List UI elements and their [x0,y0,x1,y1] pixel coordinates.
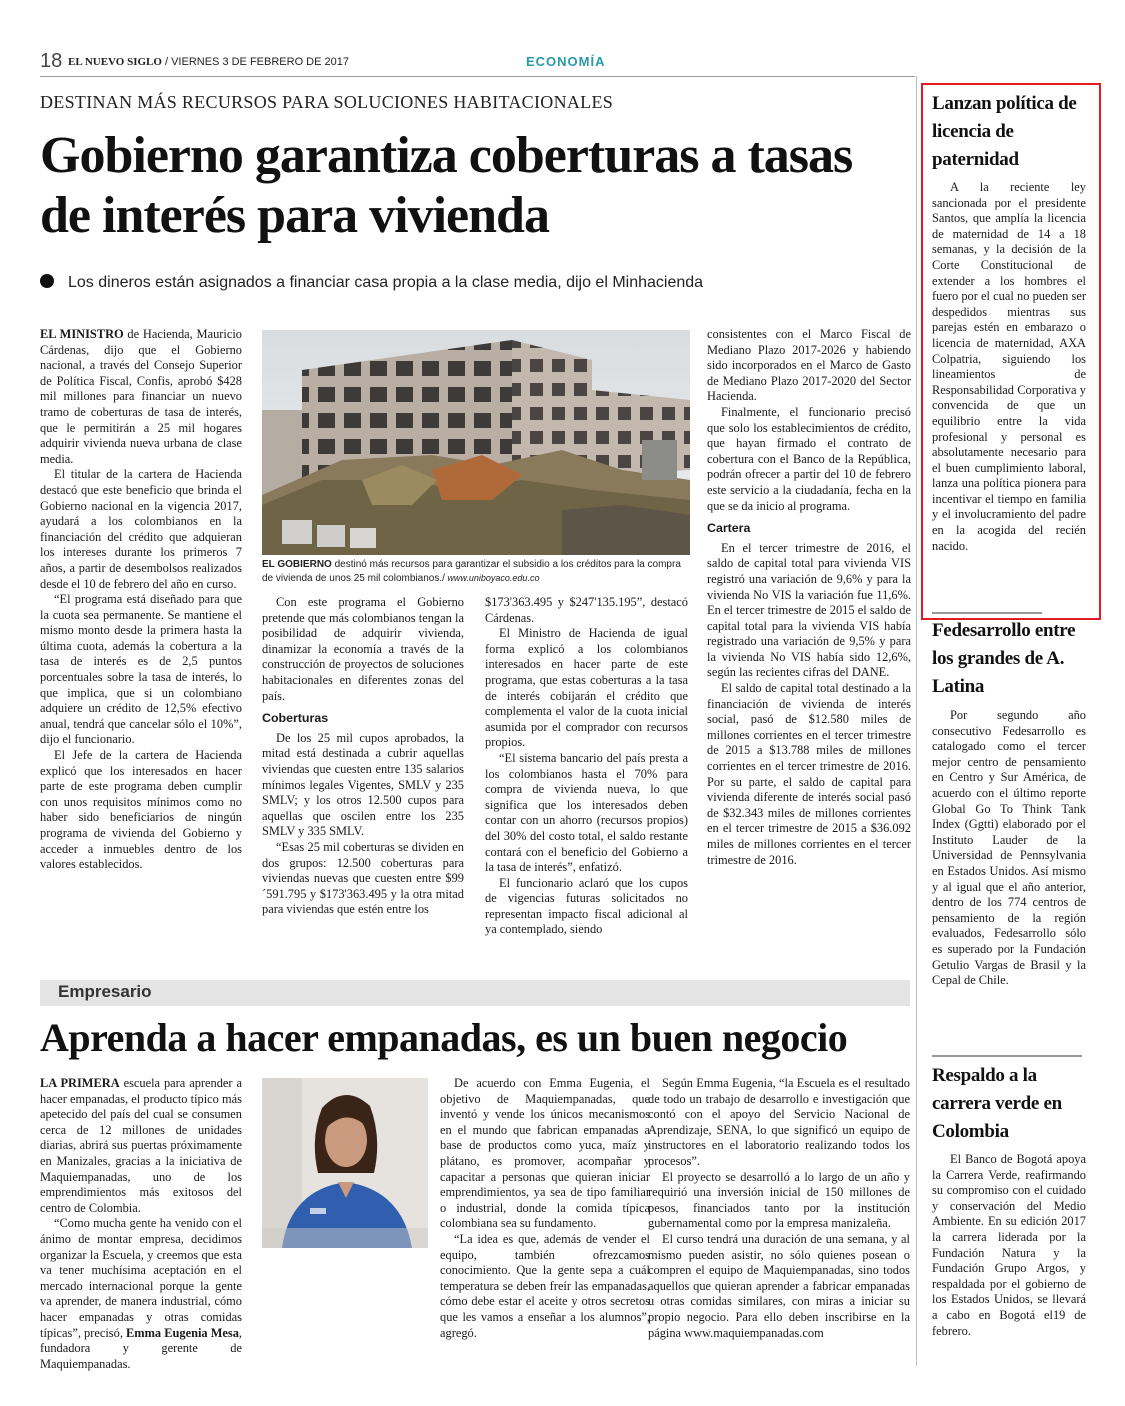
sidebar-separator [932,1055,1082,1057]
publication-line [68,56,349,68]
article-headline: Gobierno garantiza coberturas a tasas de interés para vivienda [40,127,853,244]
person-photo [262,1078,428,1248]
deck-text: Los dineros están asignados a financiar casa propia a la clase media, dijo el Minhacienda [68,274,704,291]
lead-in: LA PRIMERA [40,1076,120,1090]
paragraph: $173'363.495 y $247'135.195”, destacó Cárdenas. [485,595,688,625]
paragraph: Por segundo año consecutivo Fedesarrollo es catalogado como el tercer mejor centro de pensamiento en Centro y Sur América, de acuerdo con el último reporte Global Go To Think Tank Index (Ggtti) elaborado por el Instituto Lauder de la Universidad de Pennsylvania en Estados Unidos. Así mismo y al igual que el año anterior, dentro de los 774 centros de pensamiento de la región evaluados, Fedesarrollo sólo es superado por la Fundación Getulio Vargas de Brasil y la Cepal de Chile. [932,708,1086,988]
paragraph: El titular de la cartera de Hacienda destacó que este beneficio que brinda el Gobierno nacional en la vigencia 2017, ayudará a los colombianos en la financiación del crédito que adquieran los intereses durante los primeros 7 años, a partir de desembolsos realizados desde el 10 de febrero del año en curso. [40,467,242,591]
article-column-2 [440,1076,650,1341]
paragraph: El curso tendrá una duración de una semana, y al mismo pueden asistir, no sólo quienes posean o compren el equipo de Maquiempanadas, sino todos aquellos que quieran aprender a fabricar empanadas u otras comidas similares, con miras a iniciar su propio negocio. Para ello deben inscribirse en la página www.maquiempanadas.com [648,1231,910,1340]
paragraph: “La idea es que, además de vender el equipo, también ofrezcamos conocimiento. Que la gente sepa a cuál temperatura se deben freír las empanadas, cómo debe estar el aceite y otros secretos que les vamos a enseñar a los alumnos”, agregó. [440,1231,650,1340]
subhead: Cartera [707,521,751,536]
paragraph: El proyecto se desarrolló a lo largo de un año y requirió una inversión inicial de 150 millones de pesos, financiados tanto por la institución gubernamental como por la empresa manizaleña. [648,1169,910,1231]
paragraph: “El sistema bancario del país presta a los colombianos hasta el 70% para compra de vivienda nueva, lo que significa que los interesados deben contar con un ahorro (recursos propios) del 30% del costo total, el saldo restante contará con el beneficio del Gobierno a la tasa de interés”, enfatizó. [485,750,688,875]
paragraph: “Esas 25 mil coberturas se dividen en dos grupos: 12.500 coberturas para viviendas nuevas que cuesten entre $99´591.795 y $173'363.495 y la otra mitad para viviendas que estén entre los [262,839,464,917]
publication-name: EL NUEVO SIGLO [68,56,162,68]
article-deck [40,274,703,292]
paragraph: “El programa está diseñado para que la cuota sea permanente. Se mantiene el mismo monto desde la primera hasta la última cuota, además la cobertura a la tasa de interés es de 2,5 puntos porcentuales sobre la tasa de interés, lo que implica, que si un colombiano adquiere un crédito de 12,5% efectivo anual, tendrá que cancelar sólo el 10%”, dijo el funcionario. [40,592,242,747]
sidebar-separator [932,612,1042,614]
paragraph: El Jefe de la cartera de Hacienda explicó que los interesados en hacer parte de este programa deben cumplir con unos requisitos mínimos como no haber sido beneficiarios de ningún programa de vivienda del Gobierno y acceder a inmuebles dentro de los valores establecidos. [40,748,242,872]
paragraph: De los 25 mil cupos aprobados, la mitad está destinada a cubrir aquellas viviendas que cuesten entre 135 salarios mínimos legales Vigentes, SMLV y 235 SMLV; y los otros 12.500 cupos para aquellas que oscilen entre los 235 SMLV y 335 SMLV. [262,730,464,839]
construction-photo [262,330,690,555]
paragraph: El Banco de Bogotá apoya la Carrera Verde, reafirmando su compromiso con el cuidado y conservación del Medio Ambiente. En su edición 2017 la carrera liderada por la Fundación Natura y la Fundación Grupo Argos, y respaldada por el gobierno de los Estados Unidos, se llevará a cabo en Bogotá el19 de febrero. [932,1152,1086,1338]
section-title: ECONOMÍA [526,54,606,69]
sidebar-headline: Lanzan política de licencia de paternidad [932,93,1077,170]
paragraph: El funcionario aclaró que los cupos de vigencias futuras solicitados no representan impacto fiscal adicional al ya contemplado, siendo [485,875,688,937]
article-kicker: DESTINAN MÁS RECURSOS PARA SOLUCIONES HABITACIONALES [40,92,614,112]
sidebar-headline: Fedesarrollo entre los grandes de A. Latina [932,620,1076,697]
paragraph: LA PRIMERA escuela para aprender a hacer empanadas, el producto típico más apetecido del país del cual se consumen cerca de 12 millones de unidades diarias, abrirá sus puertas próximamente en Manizales, gracias a la iniciativa de Maquiempanadas, uno de los emprendimientos más exitosos del centro de Colombia. [40,1076,242,1215]
paragraph: El saldo de capital total destinado a la financiación de vivienda de interés social, pasó de $12.580 miles de millones corrientes en el tercer trimestre de 2015 a $13.788 miles de millones corrientes en el tercer trimestre de 2016. Por su parte, el saldo de capital para vivienda diferente de interés social pasó de $32.343 miles de millones corrientes en el tercer trimestre de 2015 a $36.092 miles de millones corrientes en el tercer trimestre de 2016. [707,681,911,867]
article-column-3 [648,1076,910,1341]
paragraph: En el tercer trimestre de 2016, el saldo de capital total para vivienda VIS registró una variación de 9,6% y para la vivienda No VIS la variación fue 11,6%. En el tercer trimestre de 2015 el saldo de capital total para la vivienda VIS había registrado una variación de 9,5% y para la vivienda No VIS había sido 12,6%, según las recientes cifras del DANE. [707,540,911,680]
article-column-1 [40,1076,242,1372]
sidebar-story [932,1152,1086,1339]
article-column-3 [485,595,688,938]
photo-caption: EL GOBIERNO destinó más recursos para garantizar el subsidio a los créditos para la compra de vivienda de unos 25 mil colombianos./ www.uniboyaco.edu.co [262,559,681,584]
paragraph: Con este programa el Gobierno pretende que más colombianos tengan la posibilidad de adquirir vivienda, dinamizar la economía a través de la construcción de proyectos de soluciones habitacionales en diferentes zonas del país. [262,595,464,703]
paragraph: EL MINISTRO de Hacienda, Mauricio Cárdenas, dijo que el Gobierno nacional, a través del Consejo Superior de Política Fiscal, Confis, aprobó $428 mil millones para financiar un nuevo tramo de coberturas de tasa de interés, que le permitirán a 25 mil hogares adquirir vivienda nueva urbana de clase media. [40,327,242,466]
sidebar-story [932,180,1086,554]
woman-portrait-image [262,1078,428,1248]
page-number: 18 [40,50,63,72]
article-column-2 [262,595,464,918]
paragraph: De acuerdo con Emma Eugenia, el objetivo de Maquiempanadas, que inventó y vende los únicos mecanismos en el mundo que fabrican empanadas a base de productos como yuca, maíz y plátano, es promover, acompañar y capacitar a personas que quieran iniciar emprendimientos, ya sea de tipo familiar o industrial, donde la comida típica colombiana sea su fundamento. [440,1076,650,1231]
publication-date: / VIERNES 3 DE FEBRERO DE 2017 [164,56,349,68]
paragraph: Según Emma Eugenia, “la Escuela es el resultado de todo un trabajo de desarrollo e investigación que contó con el apoyo del Servicio Nacional de Aprendizaje, SENA, lo que significó un equipo de instructores en el laboratorio realizando todos los procesos”. [648,1076,910,1168]
sidebar-divider [916,76,917,1366]
header-rule [40,76,915,77]
paragraph: A la reciente ley sancionada por el presidente Santos, que amplía la licencia de maternidad de 14 a 18 semanas, y la decisión de la Corte Constitucional de extender a los hombres el fuero por el cual no pueden ser despedidos mientras sus parejas estén en embarazo o licencia de maternidad, AXA Colpatria, siguiendo los lineamientos de Responsabilidad Corporativa y convencida de que un equilibrio entre la vida profesional y personal es absolutamente necesario para el buen cumplimiento laboral, lanza una política pionera para incentivar el tiempo en familia y el involucramiento del padre en la acogida del recién nacido. [932,180,1086,553]
article-column-4 [707,327,911,868]
person-name: Emma Eugenia Mesa [126,1325,239,1340]
paragraph: consistentes con el Marco Fiscal de Mediano Plazo 2017-2026 y habiendo sido incorporados en el Marco de Gasto de Mediano Plazo 2017-2020 del Sector Hacienda. [707,327,911,404]
subhead: Coberturas [262,711,329,726]
sidebar-story [932,708,1086,989]
lead-in: EL MINISTRO [40,327,124,341]
paragraph: Finalmente, el funcionario precisó que solo los establecimientos de crédito, que hayan firmado el contrato de cobertura con el Banco de la República, podrán ofrecer a partir del 10 de febrero este servicio a la ciudadanía, fecha en la que se da inicio al programa. [707,404,911,513]
section-label: Empresario [58,982,152,1001]
article-headline: Aprenda a hacer empanadas, es un buen negocio [40,1015,848,1060]
paragraph: “Como mucha gente ha venido con el ánimo de montar empresa, decidimos organizar la Escuela, y creemos que esta va tener muchísima aceptación en el mercado internacional porque la gente va aprender, de manera industrial, cómo hacer empanadas y otras comidas típicas”, precisó, Emma Eugenia Mesa, fundadora y gerente de Maquiempanadas. [40,1216,243,1371]
building-construction-image [262,330,690,555]
sidebar-headline: Respaldo a la carrera verde en Colombia [932,1065,1062,1142]
article-column-1 [40,327,242,873]
paragraph: El Ministro de Hacienda de igual forma explicó a los colombianos interesados en hacer parte de este programa, que estas coberturas a la tasa de interés cobijarán el crédito que complementa el valor de la cuota inicial asumida por el comprador con recursos propios. [485,626,688,750]
bullet-icon [40,274,54,288]
section-bar [40,980,910,1006]
photo-credit: www.uniboyaco.edu.co [444,572,540,583]
